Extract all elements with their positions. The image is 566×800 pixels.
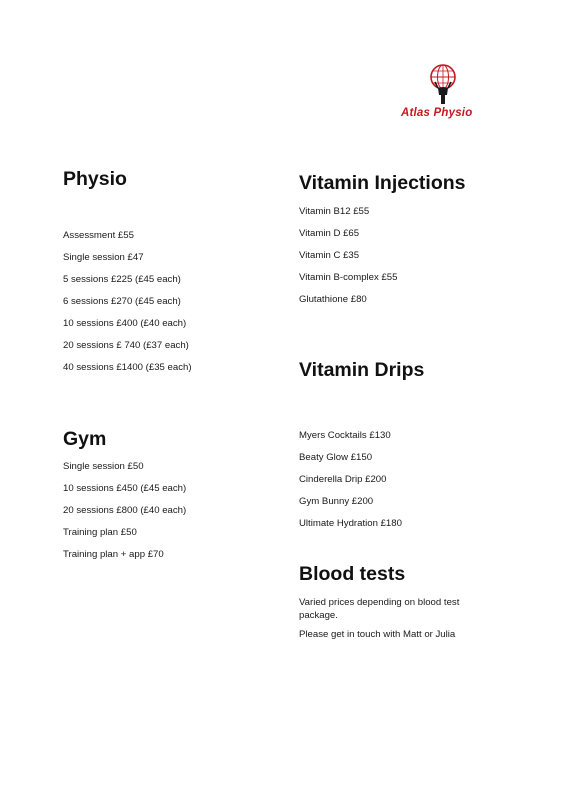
gym-section: [63, 427, 303, 571]
vitamin-drips-heading: Vitamin Drips: [299, 359, 425, 381]
price-item: Beaty Glow £150: [299, 452, 373, 463]
vitamin-injections-section: [299, 171, 539, 316]
price-item: Vitamin D £65: [299, 228, 360, 239]
price-item: Training plan £50: [63, 527, 137, 538]
price-item: Single session £50: [63, 461, 144, 472]
blood-tests-note: Varied prices depending on blood test package.: [299, 597, 460, 621]
price-item: Myers Cocktails £130: [299, 430, 391, 441]
gym-heading: Gym: [63, 428, 107, 450]
blood-tests-heading: Blood tests: [299, 563, 406, 585]
price-item: 10 sessions £450 (£45 each): [63, 483, 187, 494]
vitamin-injections-heading: Vitamin Injections: [299, 172, 466, 194]
atlas-physio-logo: [398, 64, 488, 124]
price-item: Gym Bunny £200: [299, 496, 374, 507]
blood-tests-section: [299, 562, 539, 647]
price-item: Single session £47: [63, 252, 144, 263]
price-item: 6 sessions £270 (£45 each): [63, 296, 181, 307]
gym-price-list: [63, 461, 303, 571]
price-item: Vitamin B12 £55: [299, 206, 370, 217]
vitamin-injections-price-list: [299, 206, 539, 316]
price-item: 20 sessions £ 740 (£37 each): [63, 340, 189, 351]
price-item: 40 sessions £1400 (£35 each): [63, 362, 192, 373]
price-item: Glutathione £80: [299, 294, 367, 305]
price-item: Training plan + app £70: [63, 549, 164, 560]
price-item: 10 sessions £400 (£40 each): [63, 318, 187, 329]
price-item: Assessment £55: [63, 230, 134, 241]
blood-tests-notes: [299, 596, 539, 641]
logo-wordmark: Atlas Physio: [401, 107, 473, 119]
vitamin-drips-price-list: [299, 430, 539, 540]
blood-tests-note: Please get in touch with Matt or Julia: [299, 629, 456, 640]
price-item: Vitamin C £35: [299, 250, 360, 261]
price-item: 20 sessions £800 (£40 each): [63, 505, 187, 516]
atlas-globe-icon: [426, 64, 460, 106]
price-item: Ultimate Hydration £180: [299, 518, 402, 529]
vitamin-drips-section: [299, 358, 539, 540]
price-item: Cinderella Drip £200: [299, 474, 387, 485]
physio-section: [63, 167, 303, 384]
price-item: Vitamin B-complex £55: [299, 272, 398, 283]
physio-heading: Physio: [63, 168, 127, 190]
price-item: 5 sessions £225 (£45 each): [63, 274, 181, 285]
physio-price-list: [63, 230, 303, 384]
